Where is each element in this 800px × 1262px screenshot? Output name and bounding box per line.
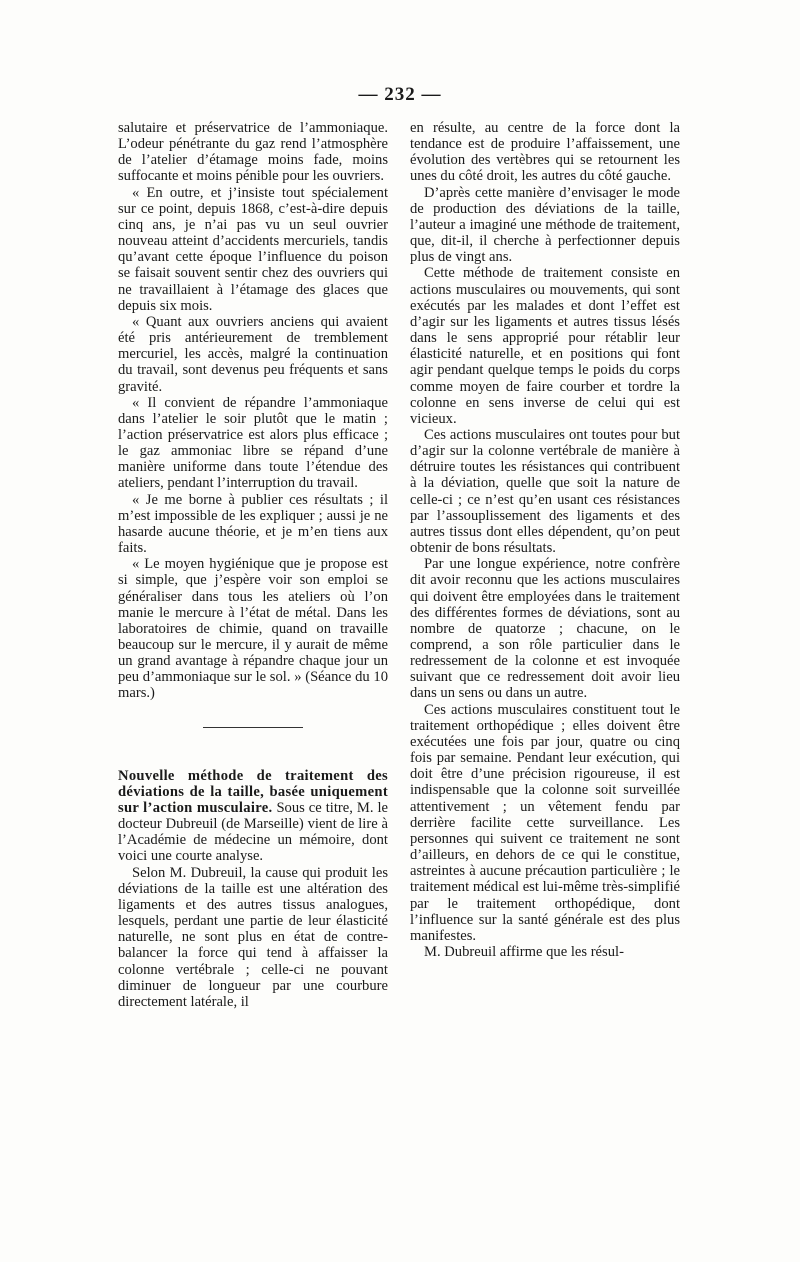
page-number: — 232 —: [358, 84, 442, 105]
article-intro-text: Sous ce titre, M. le docteur Dubreuil (de Marseille) vient de lire à l’Académie de médecine un mémoire, dont voici une courte analyse.: [118, 799, 388, 865]
paragraph: Ces actions musculaires ont toutes pour but d’agir sur la colonne vertébrale de manière à détruire toutes les résistances qui contribuent à la déviation, quelle que soit la nature de celle-ci ; ce n’est qu’en usant ces résistances par l’assouplissement des ligaments et des autres tissus dont elles dépendent, qu’on peut obtenir de bons résultats.: [410, 426, 680, 557]
paragraph: « En outre, et j’insiste tout spécialement sur ce point, depuis 1868, c’est-à-dire depuis cinq ans, je n’ai pas vu un seul ouvrier nouveau atteint d’accidents mercuriels, tandis qu’avant cette époque l’influence du poison se faisait souvent sentir chez des ouvriers qui ne travaillaient à l’étamage des glaces que depuis six mois.: [118, 184, 388, 314]
article-heading: Nouvelle méthode de traitement des déviations de la taille, basée uniquement sur l’action musculaire.: [118, 767, 388, 816]
paragraph: « Il convient de répandre l’ammoniaque dans l’atelier le soir plutôt que le matin ; l’action préservatrice est alors plus efficace ; le gaz ammoniac libre se répand d’une manière uniforme dans toute l’étendue des ateliers, pendant l’interruption du travail.: [118, 394, 388, 492]
left-column: [118, 120, 388, 1010]
section-divider: [203, 727, 303, 728]
paragraph: « Le moyen hygiénique que je propose est si simple, que j’espère voir son emploi se généraliser dans tous les ateliers où l’on manie le mercure à l’état de métal. Dans les laboratoires de chimie, quand on travaille beaucoup sur le mercure, il y aurait de même un grand avantage à répandre chaque jour un peu d’ammoniaque sur le sol. » (Séance du 10 mars.): [118, 556, 388, 702]
paragraph: en résulte, au centre de la force dont la tendance est de produire l’affaissement, une évolution des vertèbres qui se retournent les unes du côté droit, les autres du côté gauche.: [410, 120, 680, 185]
paragraph: D’après cette manière d’envisager le mode de production des déviations de la taille, l’auteur a imaginé une méthode de traitement, que, dit-il, il cherche à perfectionner depuis plus de vingt ans.: [410, 184, 680, 266]
paragraph: Ces actions musculaires constituent tout le traitement orthopédique ; elles doivent être exécutées une fois par jour, quatre ou cinq fois par semaine. Pendant leur exécution, qui doit être d’une précision rigoureuse, il est indispensable que la colonne soit surveillée attentivement ; un vêtement fendu par derrière facilite cette surveillance. Les personnes qui suivent ce traitement ne sont d’ailleurs, en dehors de ce qui le constitue, astreintes à aucune précaution particulière ; le traitement médical est lui-même très-simplifié par le traitement orthopédique, dont l’influence sur la santé générale est des plus manifestes.: [410, 701, 680, 944]
paragraph: salutaire et préservatrice de l’ammoniaque. L’odeur pénétrante du gaz rend l’atmosphère de l’atelier d’étamage moins fade, moins suffocante et moins pénible pour les ouvriers.: [118, 120, 388, 185]
paragraph: Cette méthode de traitement consiste en actions musculaires ou mouvements, qui sont exécutés par les malades et dont l’effet est d’agir sur les ligaments et autres tissus lésés dans le sens approprié pour rétablir leur élasticité naturelle, et en positions qui font agir pendant quelque temps le poids du corps comme moyen de faire courber et tordre la colonne en sens inverse de celui qui est vicieux.: [410, 265, 680, 427]
article-intro: [118, 768, 388, 865]
paragraph: M. Dubreuil affirme que les résul-: [424, 943, 624, 960]
paragraph: Selon M. Dubreuil, la cause qui produit les déviations de la taille est une altération des ligaments et des autres tissus analogues, lesquels, perdant une partie de leur élasticité naturelle, ne sont plus en état de contre-balancer la force qui tend à affaisser la colonne vertébrale ; celle-ci ne pouvant diminuer de longueur par une courbure directement latérale, il: [118, 864, 388, 1010]
paragraph: « Quant aux ouvriers anciens qui avaient été pris antérieurement de tremblement mercuriel, les accès, malgré la continuation du travail, sont devenus peu fréquents et sans gravité.: [118, 313, 388, 395]
paragraph: « Je me borne à publier ces résultats ; il m’est impossible de les expliquer ; aussi je ne hasarde aucune théorie, et je m’en tiens aux faits.: [118, 491, 388, 557]
paragraph: Par une longue expérience, notre confrère dit avoir reconnu que les actions musculaires qui doivent être employées dans le traitement des différentes formes de déviations, sont au nombre de quatorze ; chacune, on le comprend, a son rôle particulier dans le redressement de la colonne et est invoquée suivant que ce redressement doit avoir lieu dans un sens ou dans un autre.: [410, 556, 680, 702]
right-column: [410, 120, 680, 960]
